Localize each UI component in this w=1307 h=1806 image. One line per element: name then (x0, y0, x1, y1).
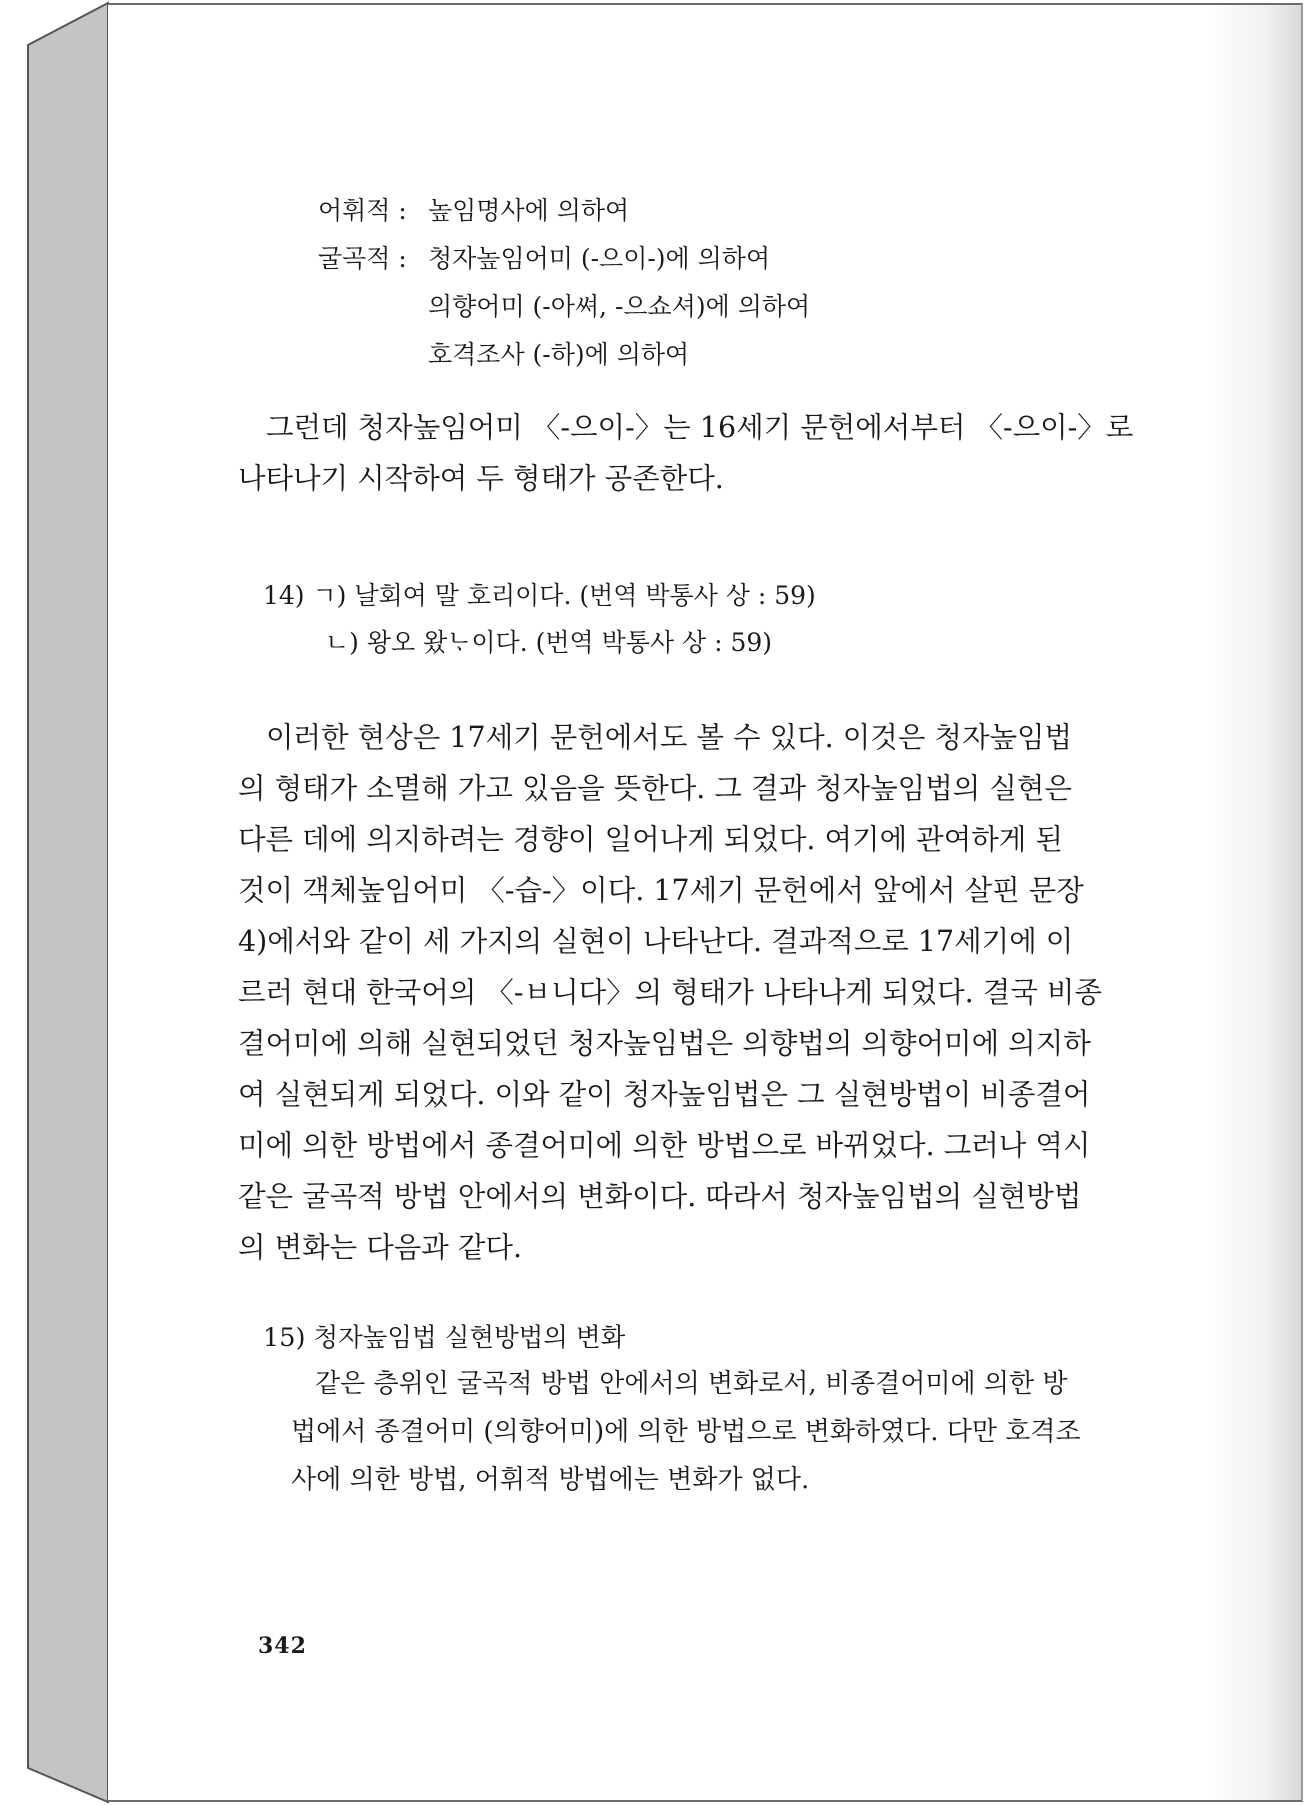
example-line: 14) ㄱ) 날회여 말 호리이다. (번역 박통사 상 : 59) (263, 581, 816, 610)
text-line: 법에서 종결어미 (의향어미)에 의한 방법으로 변화하였다. 다만 호격조 (291, 1417, 1081, 1447)
text-line: 의 변화는 다음과 같다. (238, 1231, 523, 1264)
text-line: 같은 굴곡적 방법 안에서의 변화이다. 따라서 청자높임법의 실현방법 (238, 1180, 1082, 1213)
paragraph-1 (238, 402, 1250, 504)
definition-desc: 청자높임어미 (-으이-)에 의하여 (428, 244, 771, 273)
text-line: 여 실현되게 되었다. 이와 같이 청자높임법은 그 실현방법이 비종결어 (238, 1078, 1091, 1111)
text-line: 사에 의한 방법, 어휘적 방법에는 변화가 없다. (291, 1465, 810, 1495)
paragraph-2 (238, 712, 1250, 1273)
book-page (108, 3, 1303, 1802)
text-line: 다른 데에 의지하려는 경향이 일어나게 되었다. 여기에 관여하게 된 (238, 823, 1063, 856)
section-15-body (291, 1360, 1251, 1504)
section-15-title: 15) 청자높임법 실현방법의 변화 (263, 1323, 626, 1353)
book-spine (0, 0, 110, 1806)
text-line: 것이 객체높임어미 〈-습-〉이다. 17세기 문헌에서 앞에서 살핀 문장 (238, 874, 1084, 907)
definition-term: 굴곡적 : (318, 244, 407, 273)
text-line: 이러한 현상은 17세기 문헌에서도 볼 수 있다. 이것은 청자높임법 (266, 721, 1073, 754)
definition-lexical (318, 187, 810, 235)
text-line: 나타나기 시작하여 두 형태가 공존한다. (238, 462, 724, 495)
example-14 (263, 572, 816, 666)
text-line: 4)에서와 같이 세 가지의 실현이 나타난다. 결과적으로 17세기에 이 (238, 925, 1074, 958)
text-line: 그런데 청자높임어미 〈-으이-〉는 16세기 문헌에서부터 〈-으이-〉로 (266, 411, 1134, 444)
definition-term: 어휘적 : (318, 196, 407, 225)
text-line: 미에 의한 방법에서 종결어미에 의한 방법으로 바뀌었다. 그러나 역시 (238, 1129, 1091, 1162)
definition-desc: 높임명사에 의하여 (428, 196, 630, 225)
definition-desc: 호격조사 (-하)에 의하여 (428, 340, 690, 369)
definition-block (318, 187, 810, 379)
text-line: 르러 현대 한국어의 〈-ㅂ니다〉의 형태가 나타나게 되었다. 결국 비종 (238, 976, 1102, 1009)
page-number: 342 (258, 1633, 307, 1659)
text-line: 의 형태가 소멸해 가고 있음을 뜻한다. 그 결과 청자높임법의 실현은 (238, 772, 1072, 805)
definition-inflectional (318, 235, 810, 283)
definition-desc: 의향어미 (-아쎠, -으쇼셔)에 의하여 (428, 292, 811, 321)
text-line: 같은 층위인 굴곡적 방법 안에서의 변화로서, 비종결어미에 의한 방 (315, 1369, 1068, 1399)
example-line: ㄴ) 왕오 왔ᄂᆞ이다. (번역 박통사 상 : 59) (325, 628, 773, 657)
text-line: 결어미에 의해 실현되었던 청자높임법은 의향법의 의향어미에 의지하 (238, 1027, 1091, 1060)
